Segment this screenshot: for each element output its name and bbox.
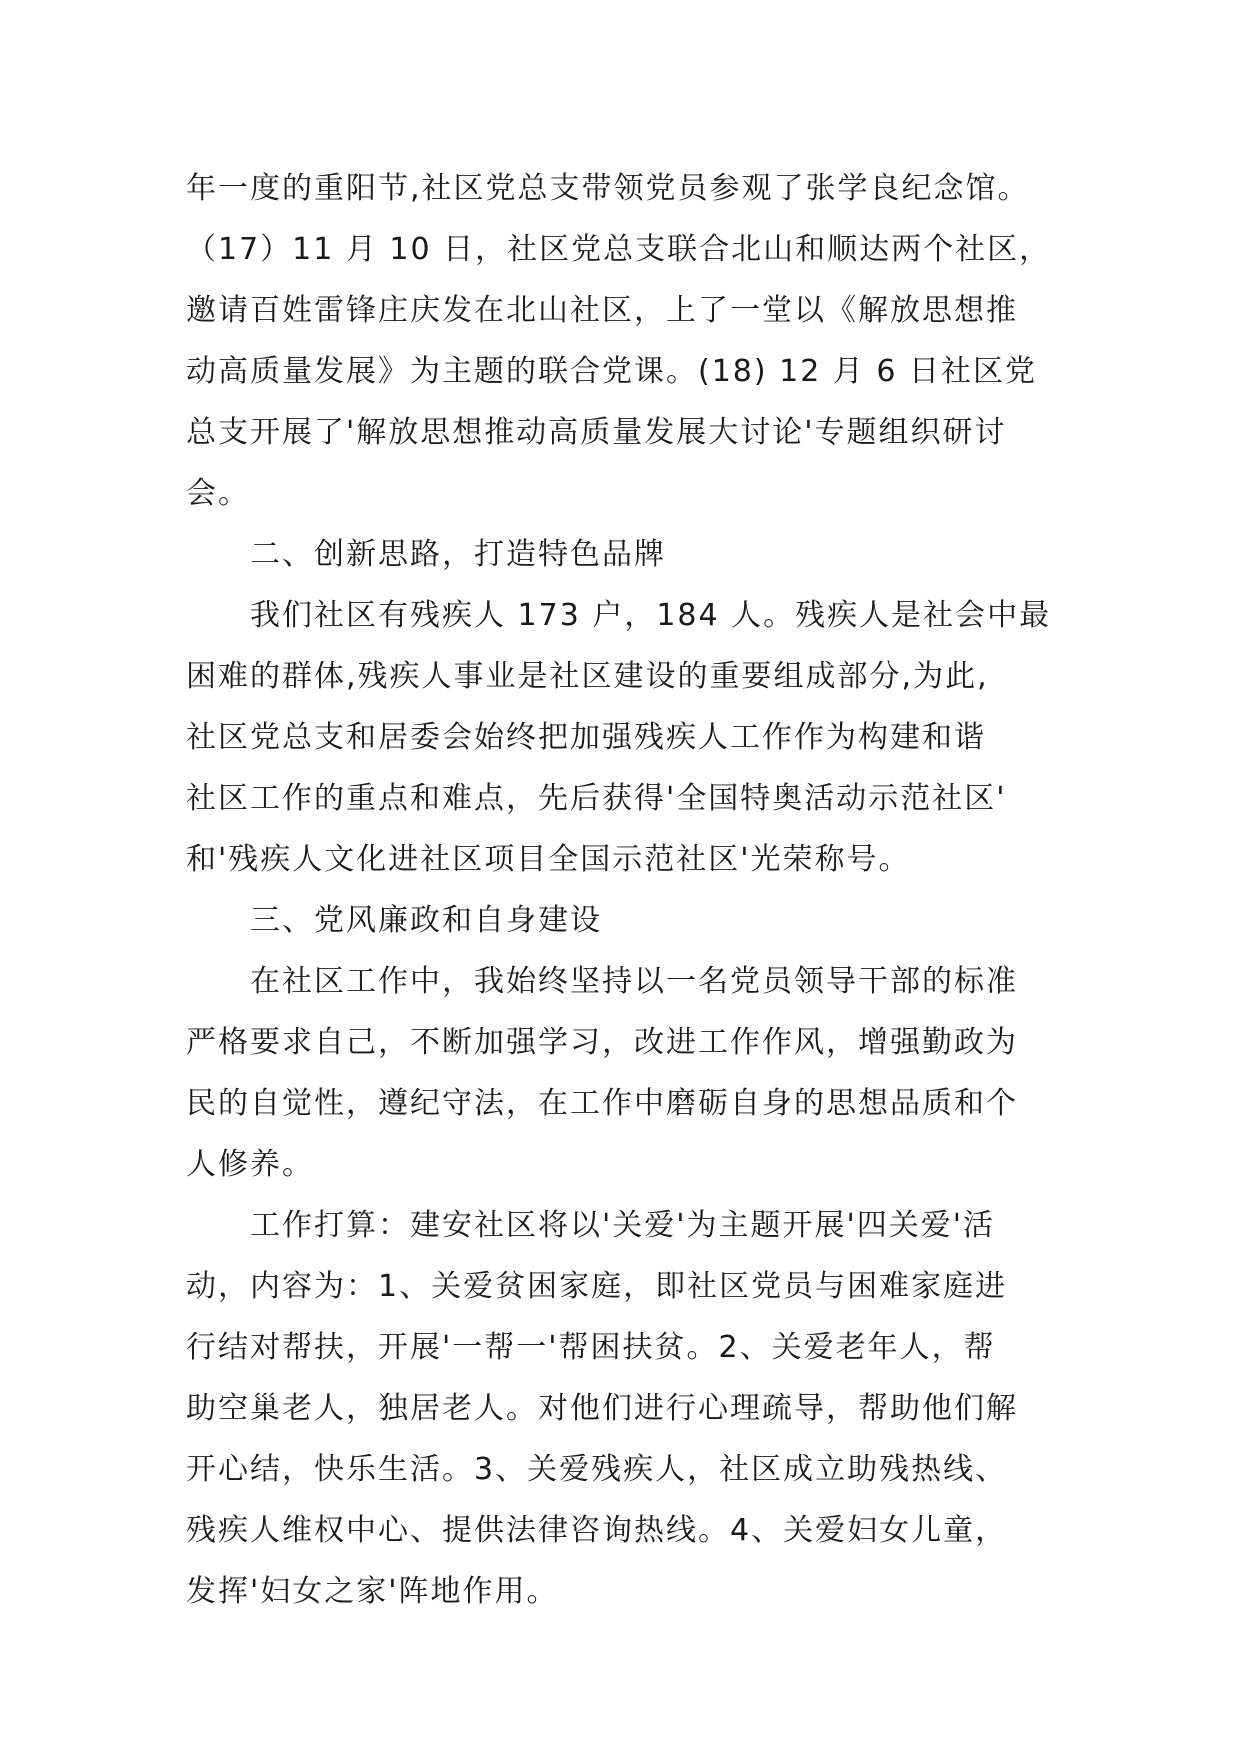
text-line: 动，内容为：1、关爱贫困家庭，即社区党员与困难家庭进 — [186, 1269, 1008, 1304]
text-line: 行结对帮扶，开展'一帮一'帮困扶贫。2、关爱老年人，帮 — [186, 1330, 996, 1365]
text-line: 严格要求自己，不断加强学习，改进工作作风，增强勤政为 — [186, 1025, 1018, 1060]
text-line: 发挥'妇女之家'阵地作用。 — [186, 1574, 559, 1609]
text-line: （17）11 月 10 日，社区党总支联合北山和顺达两个社区， — [186, 232, 1052, 267]
text-line: 社区党总支和居委会始终把加强残疾人工作作为构建和谐 — [186, 720, 986, 755]
text-line: 人修养。 — [186, 1147, 314, 1182]
text-line: 会。 — [186, 476, 250, 511]
text-line: 动高质量发展》为主题的联合党课。(18) 12 月 6 日社区党 — [186, 354, 1037, 389]
text-line: 邀请百姓雷锋庄庆发在北山社区，上了一堂以《解放思想推 — [186, 293, 1018, 328]
text-line: 开心结，快乐生活。3、关爱残疾人，社区成立助残热线、 — [186, 1452, 1008, 1487]
text-line: 总支开展了'解放思想推动高质量发展大讨论'专题组织研讨 — [186, 415, 1007, 450]
paragraph-first-line: 我们社区有残疾人 173 户，184 人。残疾人是社会中最 — [250, 598, 1052, 633]
document-body — [186, 158, 1086, 1622]
paragraph-first-line: 工作打算：建安社区将以'关爱'为主题开展'四关爱'活 — [250, 1208, 995, 1243]
text-line: 社区工作的重点和难点，先后获得'全国特奥活动示范社区' — [186, 781, 1007, 816]
section-heading: 二、创新思路，打造特色品牌 — [250, 537, 666, 572]
text-line: 民的自觉性，遵纪守法，在工作中磨砺自身的思想品质和个 — [186, 1086, 1018, 1121]
text-line: 助空巢老人，独居老人。对他们进行心理疏导，帮助他们解 — [186, 1391, 1018, 1426]
text-line: 残疾人维权中心、提供法律咨询热线。4、关爱妇女儿童， — [186, 1513, 1008, 1548]
paragraph-first-line: 在社区工作中，我始终坚持以一名党员领导干部的标准 — [250, 964, 1018, 999]
section-heading: 三、党风廉政和自身建设 — [250, 903, 602, 938]
text-line: 年一度的重阳节,社区党总支带领党员参观了张学良纪念馆。 — [186, 171, 1030, 206]
text-line: 和'残疾人文化进社区项目全国示范社区'光荣称号。 — [186, 842, 911, 877]
text-line: 困难的群体,残疾人事业是社区建设的重要组成部分,为此, — [186, 659, 989, 694]
